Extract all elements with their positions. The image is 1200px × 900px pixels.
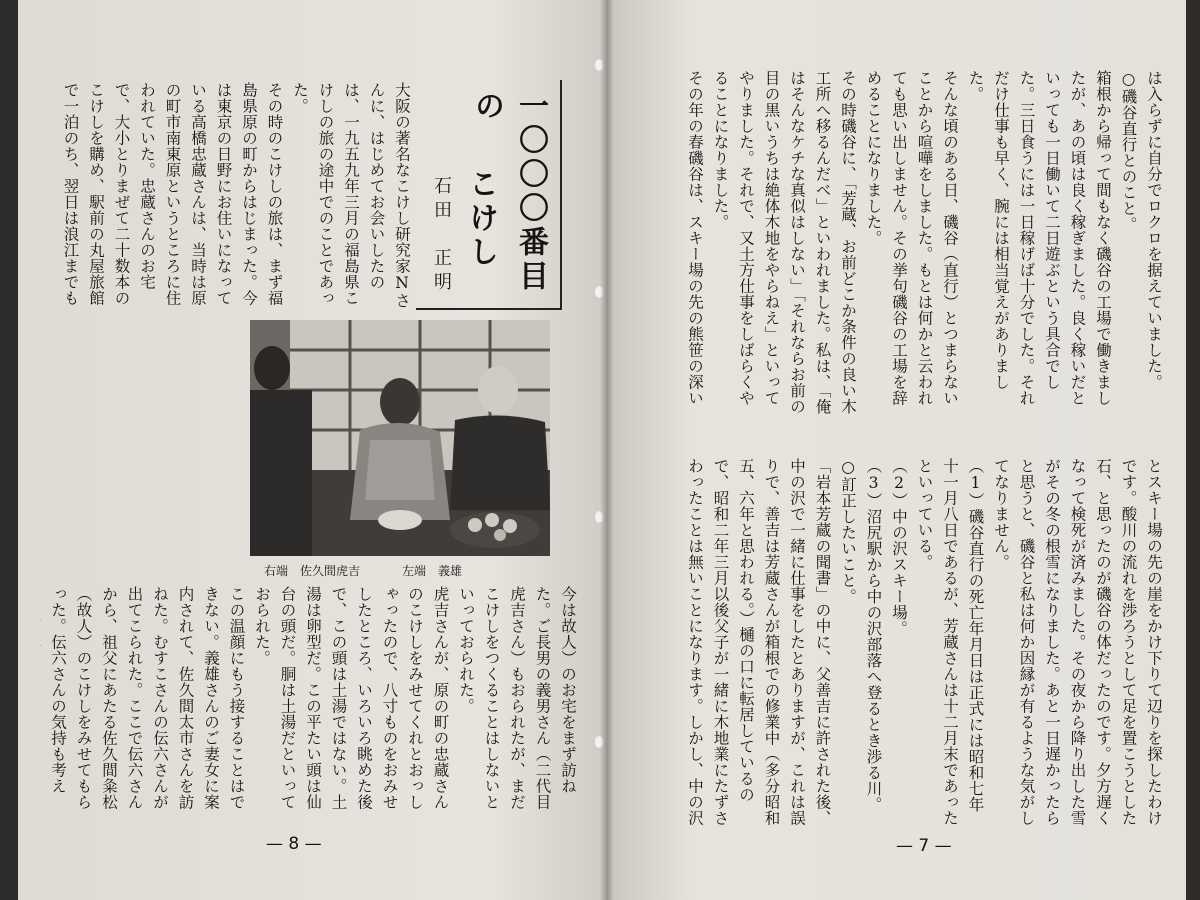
intro-body-text: 大阪の著名なこけし研究家Nさんに、はじめてお会いしたのは、一九五九年三月の福島県こけしの旅の途中でのことであった。 その時のこけしの旅は、まず福島県原の町からはじまった。今は東京の日野にお住いになっている高橋忠蔵さんは、当時は原の町市南東原というところに住われていた。忠蔵さんのお宅で、大小とりまぜて二十数本のこけしを購め、駅前の丸屋旅館で一泊のち、翌日は浪江までも bbox=[61, 82, 411, 309]
lower-body-text-right: とスキー場の先の崖をかけ下りて辺りを探したわけです。酸川の流れを渉ろうとして足を置こうとした石、と思ったのが磯谷の体だったのです。夕方遅くなって検死が済みました。その夜から降り出した雪がその冬の根雪になりました。あと一日遅かったらと思うと、磯谷と私は何か因縁が有るような気がしてなりません。 （1）磯谷直行の死亡年月日は正式には昭和七年十一月八日であるが、芳蔵さんは十二月末であったといっている。 （2）中の沢スキー場。 （3）沼尻駅から中の沢部落へ登るとき渉る川。 ○訂正したいこと。 「岩本芳蔵の聞書」の中に、父善吉に許された後、中の沢で一緒に仕事をしたとありますが、これは誤りで、善吉は芳蔵さんが箱根での修業中（多分昭和五、六年と思われる。）樋の口に転居しているので、昭和二年三月以後父子が一緒に木地業にたずさわったことは無いことになります。しかし、中の沢 bbox=[686, 458, 1163, 826]
article-title-line1: 一〇〇〇番目の bbox=[469, 90, 548, 294]
article-title-line2: こけし bbox=[463, 168, 498, 270]
photo-image bbox=[250, 320, 550, 556]
book-gutter bbox=[600, 0, 614, 900]
lower-body-text: 今は故人）のお宅をまず訪ねた。ご長男の義男さん（二代目虎吉さん）もおられたが、まだこけしをつくることはしないといっておられた。 虎吉さんが、原の町の忠蔵さんのこけしをみせてくれとおっしゃったので、八寸ものをおみせしたところ、いろいろ眺めた後で、この頭は土湯ではない。土湯は卵型だ。この平たい頭は仙台の頭だ。胴は土湯だといっておられた。 この温顔にもう接することはできない。義雄さんのご妻女に案内されて、佐久間太市さんを訪ねた。むすこさんの伝六さんが出てこられた。ここで伝六さんから、祖父にあたる佐久間粂松（故人）のこけしをみせてもらった。伝六さんの気持も考え bbox=[49, 586, 577, 810]
right-page bbox=[606, 0, 1186, 900]
page-number-8: — 8 — bbox=[266, 834, 322, 854]
page-number-7: — 7 — bbox=[896, 836, 952, 856]
article-author: 石田 正明 bbox=[431, 176, 452, 296]
photo-kokeshi-makers bbox=[250, 320, 550, 556]
photo-caption-right: 右端 佐久間虎吉 bbox=[264, 564, 361, 578]
photo-caption-left: 左端 義雄 bbox=[402, 564, 463, 578]
upper-body-text: は入らずに自分でロクロを据えていました。 ○磯谷直行とのこと。 箱根から帰って間もなく磯谷の工場で働きましたが、あの頃は良く稼ぎました。良く稼いだといっても一日働いて二日遊ぶという具合でした。三日食うには一日稼げば十分でした。それだけ仕事も早く、腕には相当覚えがありました。 そんな頃のある日、磯谷（直行）とつまらないことから喧嘩をしました。もとは何かと云われても思い出しません。その挙句磯谷の工場を辞めることになりました。 その時磯谷に、「芳蔵、お前どこか条件の良い木工所へ移るんだべ」といわれました。私は、「俺はそんなケチな真似はしない」「それならお前の目の黒いうちは絶体木地をやらねえ」といってやりました。それで、又土方仕事をしばらくやることになりました。 その年の春磯谷は、スキー場の先の熊笹の深い bbox=[686, 70, 1163, 415]
left-page bbox=[18, 0, 606, 900]
article-title-block bbox=[416, 80, 562, 310]
